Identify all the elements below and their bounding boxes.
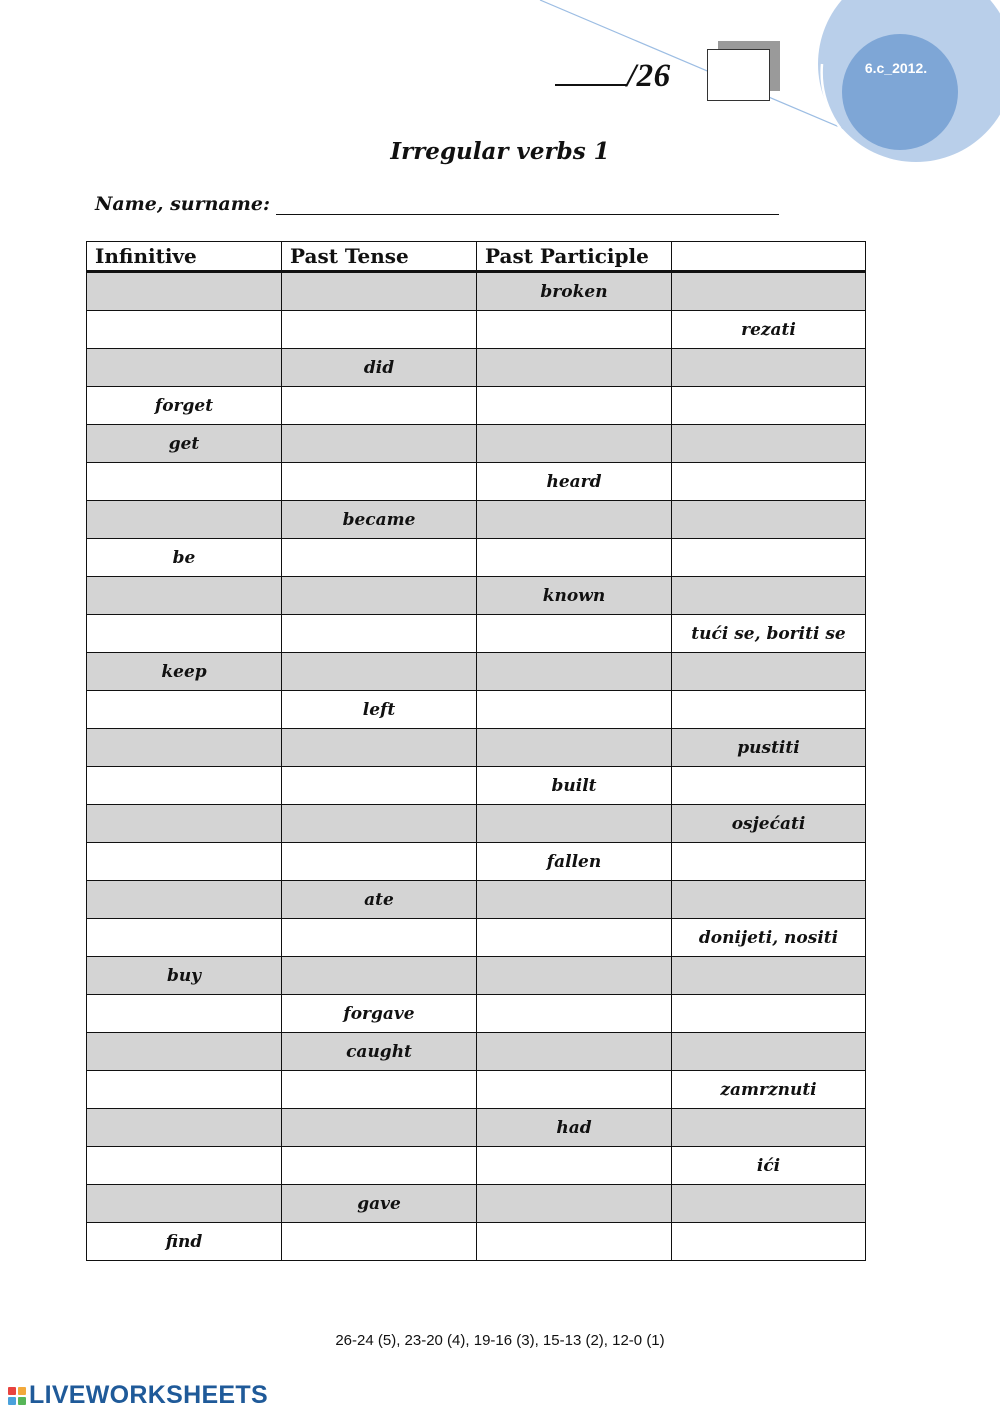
answer-cell-past-participle[interactable]: [477, 425, 672, 463]
answer-cell-past-tense[interactable]: [282, 1147, 477, 1185]
answer-cell-infinitive[interactable]: [87, 881, 282, 919]
brand-wordmark: LIVEWORKSHEETS: [29, 1381, 268, 1409]
cell-past-tense: gave: [282, 1185, 477, 1223]
table-header-row: [87, 242, 866, 272]
answer-cell-translation[interactable]: [672, 843, 866, 881]
answer-cell-infinitive[interactable]: [87, 1109, 282, 1147]
grading-scale: 26-24 (5), 23-20 (4), 19-16 (3), 15-13 (2), 12-0 (1): [335, 1332, 665, 1349]
answer-cell-past-tense[interactable]: [282, 653, 477, 691]
answer-cell-translation[interactable]: [672, 653, 866, 691]
worksheet-title: Irregular verbs 1: [390, 138, 610, 165]
answer-cell-past-tense[interactable]: [282, 539, 477, 577]
answer-cell-translation[interactable]: [672, 349, 866, 387]
cell-past-tense: forgave: [282, 995, 477, 1033]
column-header-infinitive: Infinitive: [87, 242, 282, 272]
table-row: [87, 1033, 866, 1071]
answer-cell-past-participle[interactable]: [477, 539, 672, 577]
cell-past-participle: fallen: [477, 843, 672, 881]
answer-cell-infinitive[interactable]: [87, 501, 282, 539]
answer-cell-past-tense[interactable]: [282, 957, 477, 995]
answer-cell-infinitive[interactable]: [87, 463, 282, 501]
cell-infinitive: be: [87, 539, 282, 577]
score-total: [555, 58, 671, 95]
answer-cell-translation[interactable]: [672, 272, 866, 311]
table-row: [87, 1223, 866, 1261]
answer-cell-infinitive[interactable]: [87, 615, 282, 653]
answer-cell-past-tense[interactable]: [282, 311, 477, 349]
table-row: [87, 995, 866, 1033]
answer-cell-past-participle[interactable]: [477, 615, 672, 653]
answer-cell-past-tense[interactable]: [282, 425, 477, 463]
answer-cell-infinitive[interactable]: [87, 805, 282, 843]
answer-cell-translation[interactable]: [672, 767, 866, 805]
name-label: Name, surname:: [95, 193, 270, 215]
cell-translation: rezati: [672, 311, 866, 349]
cell-past-participle: had: [477, 1109, 672, 1147]
answer-cell-translation[interactable]: [672, 1033, 866, 1071]
answer-cell-infinitive[interactable]: [87, 1147, 282, 1185]
answer-cell-past-participle[interactable]: [477, 1147, 672, 1185]
table-row: [87, 919, 866, 957]
answer-cell-infinitive[interactable]: [87, 577, 282, 615]
answer-cell-past-participle[interactable]: [477, 1033, 672, 1071]
cell-past-tense: became: [282, 501, 477, 539]
table-row: [87, 843, 866, 881]
table-row: [87, 387, 866, 425]
name-blank[interactable]: [276, 194, 779, 215]
answer-cell-past-participle[interactable]: [477, 881, 672, 919]
verbs-table: [86, 241, 866, 1261]
answer-cell-past-participle[interactable]: [477, 805, 672, 843]
cell-translation: pustiti: [672, 729, 866, 767]
answer-cell-past-participle[interactable]: [477, 349, 672, 387]
answer-cell-past-tense[interactable]: [282, 919, 477, 957]
table-row: [87, 615, 866, 653]
answer-cell-past-participle[interactable]: [477, 957, 672, 995]
grade-box[interactable]: [707, 49, 770, 101]
answer-cell-translation[interactable]: [672, 995, 866, 1033]
table-row: [87, 881, 866, 919]
class-label: 6.c_2012.: [864, 60, 928, 76]
answer-cell-translation[interactable]: [672, 501, 866, 539]
table-row: [87, 1071, 866, 1109]
table-row: [87, 1185, 866, 1223]
decorative-inner-circle: [842, 34, 958, 150]
answer-cell-infinitive[interactable]: [87, 1033, 282, 1071]
answer-cell-past-participle[interactable]: [477, 1223, 672, 1261]
answer-cell-translation[interactable]: [672, 387, 866, 425]
answer-cell-past-tense[interactable]: [282, 272, 477, 311]
cell-past-participle: heard: [477, 463, 672, 501]
table-row: [87, 729, 866, 767]
answer-cell-past-participle[interactable]: [477, 919, 672, 957]
cell-translation: donijeti, nositi: [672, 919, 866, 957]
table-row: [87, 805, 866, 843]
score-total-label: /26: [627, 58, 671, 94]
column-header-past-tense: Past Tense: [282, 242, 477, 272]
answer-cell-past-participle[interactable]: [477, 729, 672, 767]
table-row: [87, 691, 866, 729]
answer-cell-translation[interactable]: [672, 463, 866, 501]
answer-cell-past-participle[interactable]: [477, 387, 672, 425]
table-row: [87, 957, 866, 995]
answer-cell-past-tense[interactable]: [282, 1071, 477, 1109]
answer-cell-past-participle[interactable]: [477, 1071, 672, 1109]
answer-cell-infinitive[interactable]: [87, 311, 282, 349]
answer-cell-past-tense[interactable]: [282, 729, 477, 767]
table-row: [87, 349, 866, 387]
answer-cell-past-tense[interactable]: [282, 615, 477, 653]
cell-infinitive: get: [87, 425, 282, 463]
score-blank: [555, 60, 627, 86]
brand-footer[interactable]: [8, 1381, 268, 1410]
answer-cell-translation[interactable]: [672, 577, 866, 615]
answer-cell-infinitive[interactable]: [87, 1185, 282, 1223]
answer-cell-translation[interactable]: [672, 1185, 866, 1223]
cell-past-tense: did: [282, 349, 477, 387]
cell-past-participle: known: [477, 577, 672, 615]
liveworksheets-logo-icon: [8, 1387, 26, 1405]
answer-cell-past-tense[interactable]: [282, 767, 477, 805]
answer-cell-past-participle[interactable]: [477, 1185, 672, 1223]
answer-cell-infinitive[interactable]: [87, 729, 282, 767]
table-row: [87, 501, 866, 539]
answer-cell-infinitive[interactable]: [87, 272, 282, 311]
cell-past-tense: caught: [282, 1033, 477, 1071]
cell-infinitive: keep: [87, 653, 282, 691]
cell-past-participle: built: [477, 767, 672, 805]
cell-translation: tući se, boriti se: [672, 615, 866, 653]
answer-cell-past-participle[interactable]: [477, 311, 672, 349]
answer-cell-infinitive[interactable]: [87, 767, 282, 805]
table-row: [87, 539, 866, 577]
cell-infinitive: find: [87, 1223, 282, 1261]
answer-cell-translation[interactable]: [672, 881, 866, 919]
answer-cell-past-tense[interactable]: [282, 463, 477, 501]
table-row: [87, 1147, 866, 1185]
answer-cell-infinitive[interactable]: [87, 995, 282, 1033]
answer-cell-infinitive[interactable]: [87, 919, 282, 957]
table-row: [87, 577, 866, 615]
answer-cell-past-participle[interactable]: [477, 691, 672, 729]
table-row: [87, 311, 866, 349]
cell-past-participle: broken: [477, 272, 672, 311]
cell-infinitive: forget: [87, 387, 282, 425]
cell-translation: osjećati: [672, 805, 866, 843]
answer-cell-translation[interactable]: [672, 1223, 866, 1261]
table-row: [87, 272, 866, 311]
answer-cell-past-tense[interactable]: [282, 1223, 477, 1261]
table-row: [87, 767, 866, 805]
answer-cell-translation[interactable]: [672, 1109, 866, 1147]
answer-cell-infinitive[interactable]: [87, 691, 282, 729]
table-row: [87, 463, 866, 501]
answer-cell-past-participle[interactable]: [477, 501, 672, 539]
answer-cell-past-tense[interactable]: [282, 1109, 477, 1147]
answer-cell-translation[interactable]: [672, 539, 866, 577]
answer-cell-past-tense[interactable]: [282, 805, 477, 843]
answer-cell-past-participle[interactable]: [477, 653, 672, 691]
cell-past-tense: left: [282, 691, 477, 729]
column-header-translation: [672, 242, 866, 272]
answer-cell-past-participle[interactable]: [477, 995, 672, 1033]
answer-cell-past-tense[interactable]: [282, 387, 477, 425]
cell-past-tense: ate: [282, 881, 477, 919]
name-field[interactable]: [95, 193, 779, 215]
table-row: [87, 653, 866, 691]
table-row: [87, 425, 866, 463]
column-header-past-participle: Past Participle: [477, 242, 672, 272]
answer-cell-translation[interactable]: [672, 425, 866, 463]
cell-translation: ići: [672, 1147, 866, 1185]
table-row: [87, 1109, 866, 1147]
answer-cell-past-tense[interactable]: [282, 577, 477, 615]
answer-cell-infinitive[interactable]: [87, 349, 282, 387]
decorative-circles: [0, 0, 1000, 200]
cell-translation: zamrznuti: [672, 1071, 866, 1109]
answer-cell-translation[interactable]: [672, 691, 866, 729]
answer-cell-translation[interactable]: [672, 957, 866, 995]
answer-cell-infinitive[interactable]: [87, 1071, 282, 1109]
answer-cell-infinitive[interactable]: [87, 843, 282, 881]
answer-cell-past-tense[interactable]: [282, 843, 477, 881]
cell-infinitive: buy: [87, 957, 282, 995]
